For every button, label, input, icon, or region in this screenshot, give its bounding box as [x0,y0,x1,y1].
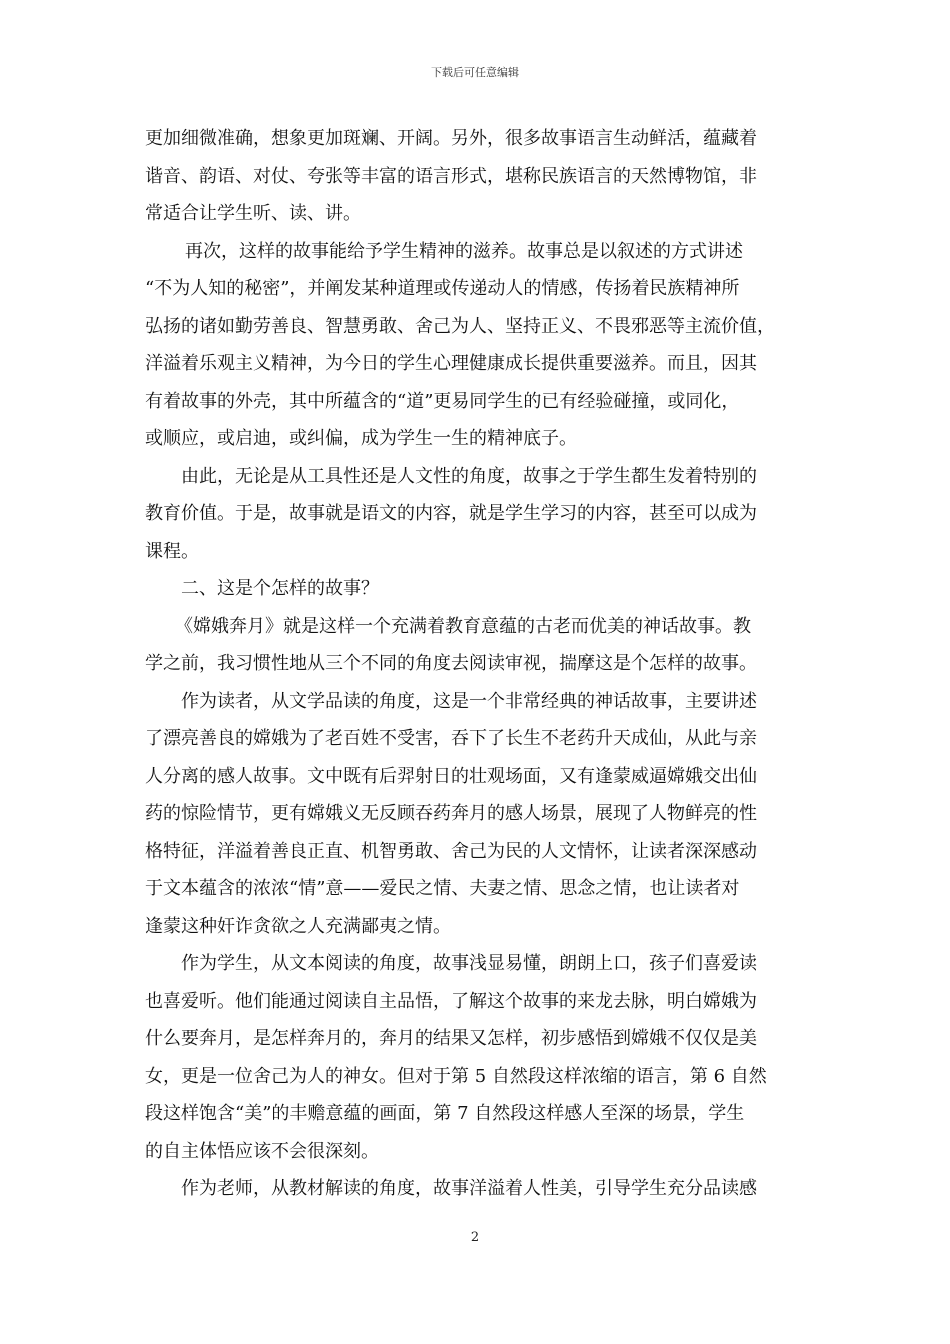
text-line: 课程。 [145,540,199,562]
text-line: 洋溢着乐观主义精神，为今日的学生心理健康成长提供重要滋养。而且，因其 [145,353,757,374]
text-line: 也喜爱听。他们能通过阅读自主品悟，了解这个故事的来龙去脉，明白嫦娥为 [145,990,757,1012]
page-number: 2 [470,1230,480,1245]
text-line: 谐音、韵语、对仗、夸张等丰富的语言形式，堪称民族语言的天然博物馆，非 [145,165,757,187]
text-line: 药的惊险情节，更有嫦娥义无反顾吞药奔月的感人场景，展现了人物鲜亮的性 [145,803,757,824]
page-header: 下载后可任意编辑 [431,66,519,79]
text-line: 格特征，洋溢着善良正直、机智勇敢、舍己为民的人文情怀，让读者深深感动 [145,840,757,862]
text-line: 了漂亮善良的嫦娥为了老百姓不受害，吞下了长生不老药升天成仙，从此与亲 [145,728,757,749]
text-line: 什么要奔月，是怎样奔月的，奔月的结果又怎样，初步感悟到嫦娥不仅仅是美 [145,1028,757,1049]
text-line: 的自主体悟应该不会很深刻。 [145,1140,379,1162]
text-line: 学之前，我习惯性地从三个不同的角度去阅读审视，揣摩这是个怎样的故事。 [145,653,757,674]
text-line: 于文本蕴含的浓浓“情”意——爱民之情、夫妻之情、思念之情，也让读者对 [145,878,740,899]
paragraph-first-line: 作为学生，从文本阅读的角度，故事浅显易懂，朗朗上口，孩子们喜爱读 [181,953,757,974]
text-line: 更加细微准确，想象更加斑斓、开阔。另外，很多故事语言生动鲜活，蕴藏着 [145,128,757,149]
paragraph-first-line: 再次，这样的故事能给予学生精神的滋养。故事总是以叙述的方式讲述 [185,240,743,262]
paragraph-first-line: 作为老师，从教材解读的角度，故事洋溢着人性美，引导学生充分品读感 [181,1178,757,1199]
paragraph-first-line: 《嫦娥奔月》就是这样一个充满着教育意蕴的古老而优美的神话故事。教 [175,615,751,637]
text-line: 弘扬的诸如勤劳善良、智慧勇敢、舍己为人、坚持正义、不畏邪恶等主流价值， [145,315,775,337]
text-line: 常适合让学生听、读、讲。 [145,203,361,224]
section-heading: 二、这是个怎样的故事？ [181,578,379,599]
text-line: 有着故事的外壳，其中所蕴含的“道”更易同学生的已有经验碰撞，或同化， [145,390,740,412]
text-line: 人分离的感人故事。文中既有后羿射日的壮观场面，又有逢蒙威逼嫦娥交出仙 [145,765,757,787]
text-line: 逢蒙这种奸诈贪欲之人充满鄙夷之情。 [145,915,451,937]
text-line: 教育价值。于是，故事就是语文的内容，就是学生学习的内容，甚至可以成为 [145,503,757,524]
text-line: 段这样饱含“美”的丰赡意蕴的画面，第 7 自然段这样感人至深的场景，学生 [145,1103,745,1124]
paragraph-first-line: 由此，无论是从工具性还是人文性的角度，故事之于学生都生发着特别的 [181,465,757,487]
paragraph-first-line: 作为读者，从文学品读的角度，这是一个非常经典的神话故事，主要讲述 [181,690,757,712]
text-line: 或顺应，或启迪，或纠偏，成为学生一生的精神底子。 [145,428,577,449]
document-body [145,120,807,1208]
text-line: 女，更是一位舍己为人的神女。但对于第 5 自然段这样浓缩的语言，第 6 自然 [145,1065,767,1087]
text-line: “不为人知的秘密”，并阐发某种道理或传递动人的情感，传扬着民族精神所 [145,278,740,299]
